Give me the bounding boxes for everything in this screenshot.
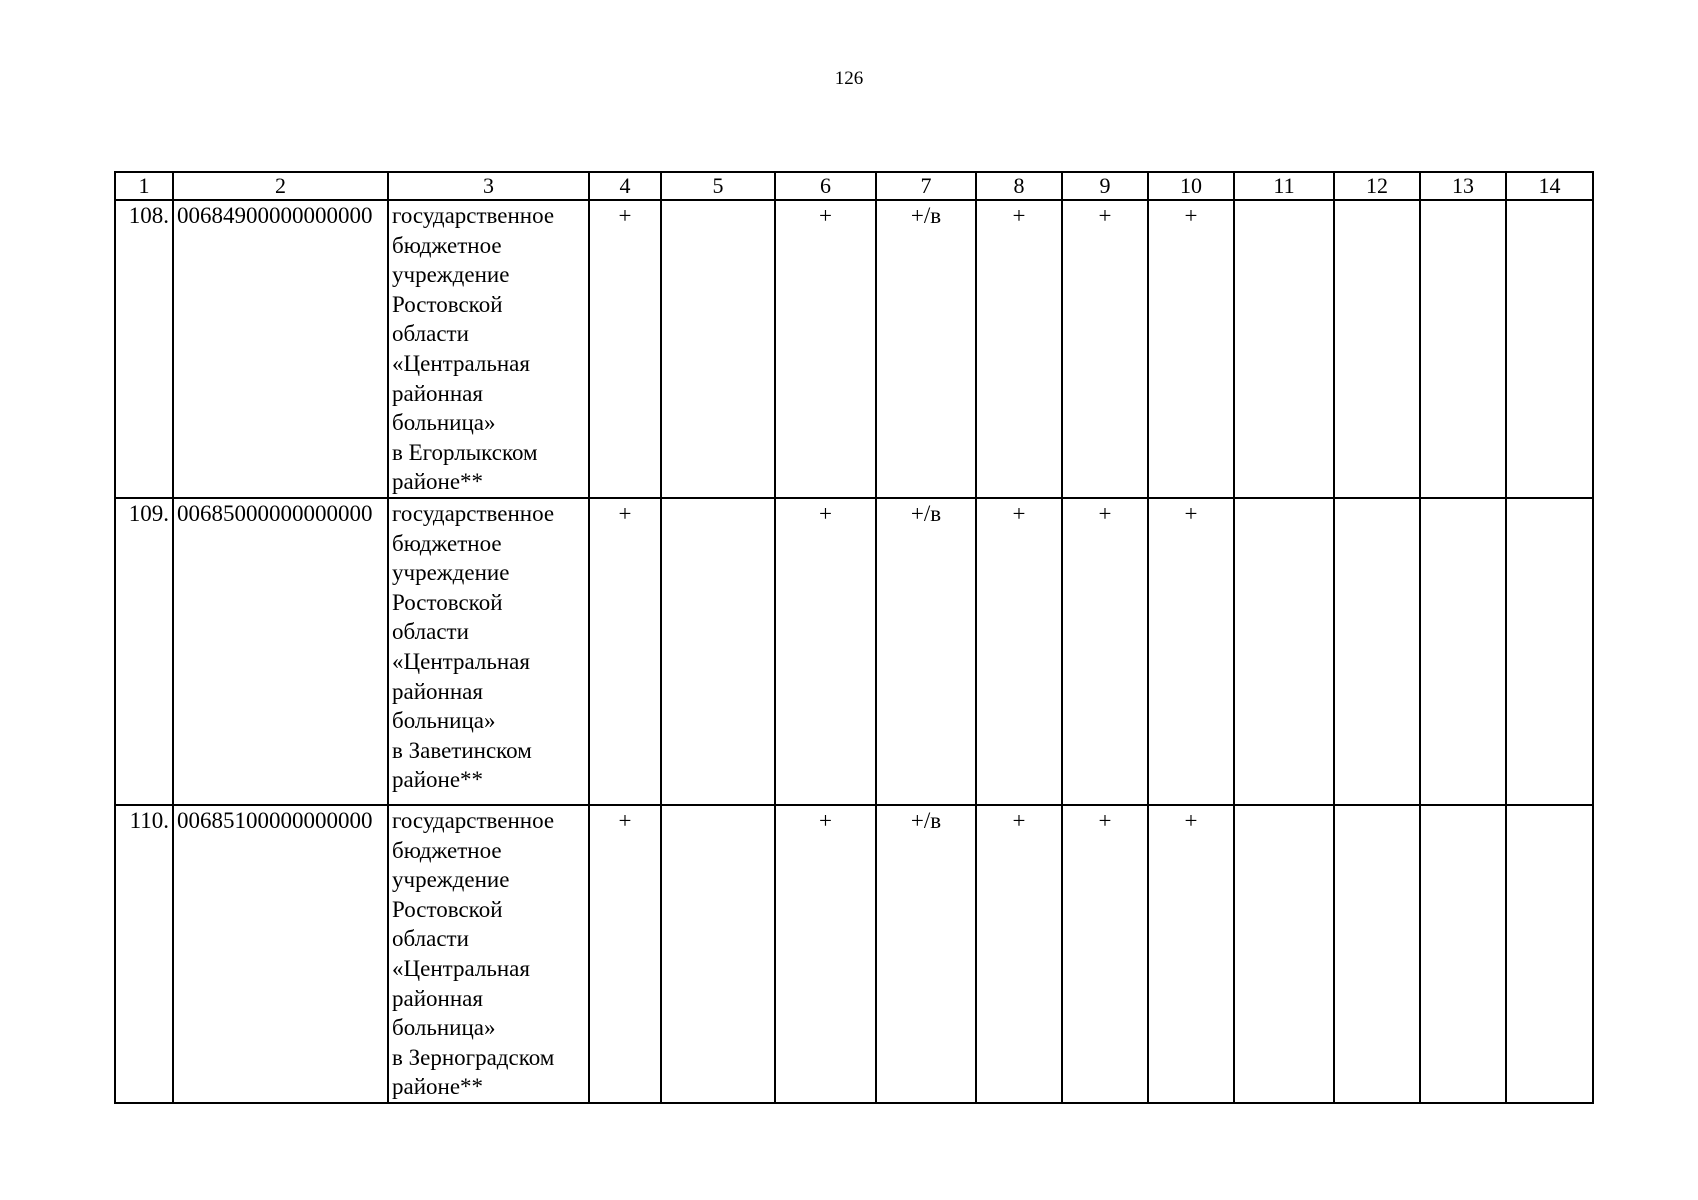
column-header: 6: [775, 172, 876, 200]
name-line: районе**: [392, 1074, 484, 1100]
name-line: учреждение: [392, 560, 510, 586]
mark-cell: +: [775, 498, 876, 805]
table-row: [115, 498, 1593, 805]
mark-cell: +: [1148, 200, 1234, 498]
row-code: 00684900000000000: [173, 200, 388, 498]
name-line: больница»: [392, 410, 496, 436]
name-line: районе**: [392, 767, 484, 793]
name-line: районе**: [392, 469, 484, 495]
row-number: 109.: [115, 498, 173, 805]
column-header: 1: [115, 172, 173, 200]
mark-cell: [1234, 498, 1334, 805]
mark-cell: [661, 498, 775, 805]
name-line: районная: [392, 985, 483, 1011]
mark-cell: +/в: [876, 200, 976, 498]
column-header: 11: [1234, 172, 1334, 200]
mark-cell: +: [1148, 498, 1234, 805]
name-line: государственное: [392, 203, 555, 228]
name-line: больница»: [392, 1015, 496, 1041]
column-header: 14: [1506, 172, 1593, 200]
mark-cell: [1234, 805, 1334, 1103]
name-line: Ростовской: [392, 896, 503, 922]
column-header: 5: [661, 172, 775, 200]
name-line: учреждение: [392, 262, 510, 288]
name-line: в Заветинском: [392, 737, 532, 763]
name-line: области: [392, 926, 469, 952]
column-header: 7: [876, 172, 976, 200]
row-name: [388, 805, 589, 1103]
mark-cell: [1506, 200, 1593, 498]
name-line: бюджетное: [392, 232, 502, 258]
name-line: области: [392, 321, 469, 347]
table-row: [115, 805, 1593, 1103]
row-number: 108.: [115, 200, 173, 498]
name-line: государственное: [392, 807, 555, 833]
mark-cell: +: [589, 805, 661, 1103]
column-header: 9: [1062, 172, 1148, 200]
mark-cell: [1334, 805, 1420, 1103]
mark-cell: +: [589, 200, 661, 498]
column-header: 12: [1334, 172, 1420, 200]
name-line: бюджетное: [392, 530, 502, 556]
mark-cell: +: [976, 200, 1062, 498]
data-table: [114, 171, 1594, 1104]
column-header: 13: [1420, 172, 1506, 200]
mark-cell: [1420, 498, 1506, 805]
name-line: бюджетное: [392, 837, 502, 863]
name-line: «Центральная: [392, 955, 530, 981]
mark-cell: +: [1062, 200, 1148, 498]
name-line: больница»: [392, 708, 496, 734]
column-header: 3: [388, 172, 589, 200]
row-code: 00685100000000000: [173, 805, 388, 1103]
header-row: [115, 172, 1593, 200]
name-line: области: [392, 619, 469, 645]
name-line: Ростовской: [392, 291, 503, 317]
mark-cell: [1506, 498, 1593, 805]
column-header: 8: [976, 172, 1062, 200]
mark-cell: +: [1062, 805, 1148, 1103]
mark-cell: [661, 200, 775, 498]
column-header: 4: [589, 172, 661, 200]
column-header: 2: [173, 172, 388, 200]
mark-cell: +: [1062, 498, 1148, 805]
mark-cell: [1420, 805, 1506, 1103]
table-row: [115, 200, 1593, 498]
name-line: в Зерноградском: [392, 1044, 555, 1070]
mark-cell: +: [589, 498, 661, 805]
mark-cell: [1334, 498, 1420, 805]
name-line: «Центральная: [392, 648, 530, 674]
name-line: «Центральная: [392, 350, 530, 376]
row-number: 110.: [115, 805, 173, 1103]
name-line: районная: [392, 678, 483, 704]
mark-cell: [1506, 805, 1593, 1103]
row-name: [388, 498, 589, 805]
name-line: учреждение: [392, 867, 510, 893]
name-line: районная: [392, 380, 483, 406]
column-header: 10: [1148, 172, 1234, 200]
mark-cell: +: [775, 200, 876, 498]
mark-cell: [1334, 200, 1420, 498]
mark-cell: +/в: [876, 498, 976, 805]
row-name: [388, 200, 589, 498]
mark-cell: [1234, 200, 1334, 498]
row-code: 00685000000000000: [173, 498, 388, 805]
mark-cell: +: [976, 498, 1062, 805]
name-line: государственное: [392, 500, 555, 526]
mark-cell: +: [1148, 805, 1234, 1103]
mark-cell: [1420, 200, 1506, 498]
page-number: 126: [834, 68, 864, 89]
mark-cell: [661, 805, 775, 1103]
mark-cell: +: [976, 805, 1062, 1103]
mark-cell: +: [775, 805, 876, 1103]
name-line: Ростовской: [392, 589, 503, 615]
mark-cell: +/в: [876, 805, 976, 1103]
name-line: в Егорлыкском: [392, 439, 538, 465]
